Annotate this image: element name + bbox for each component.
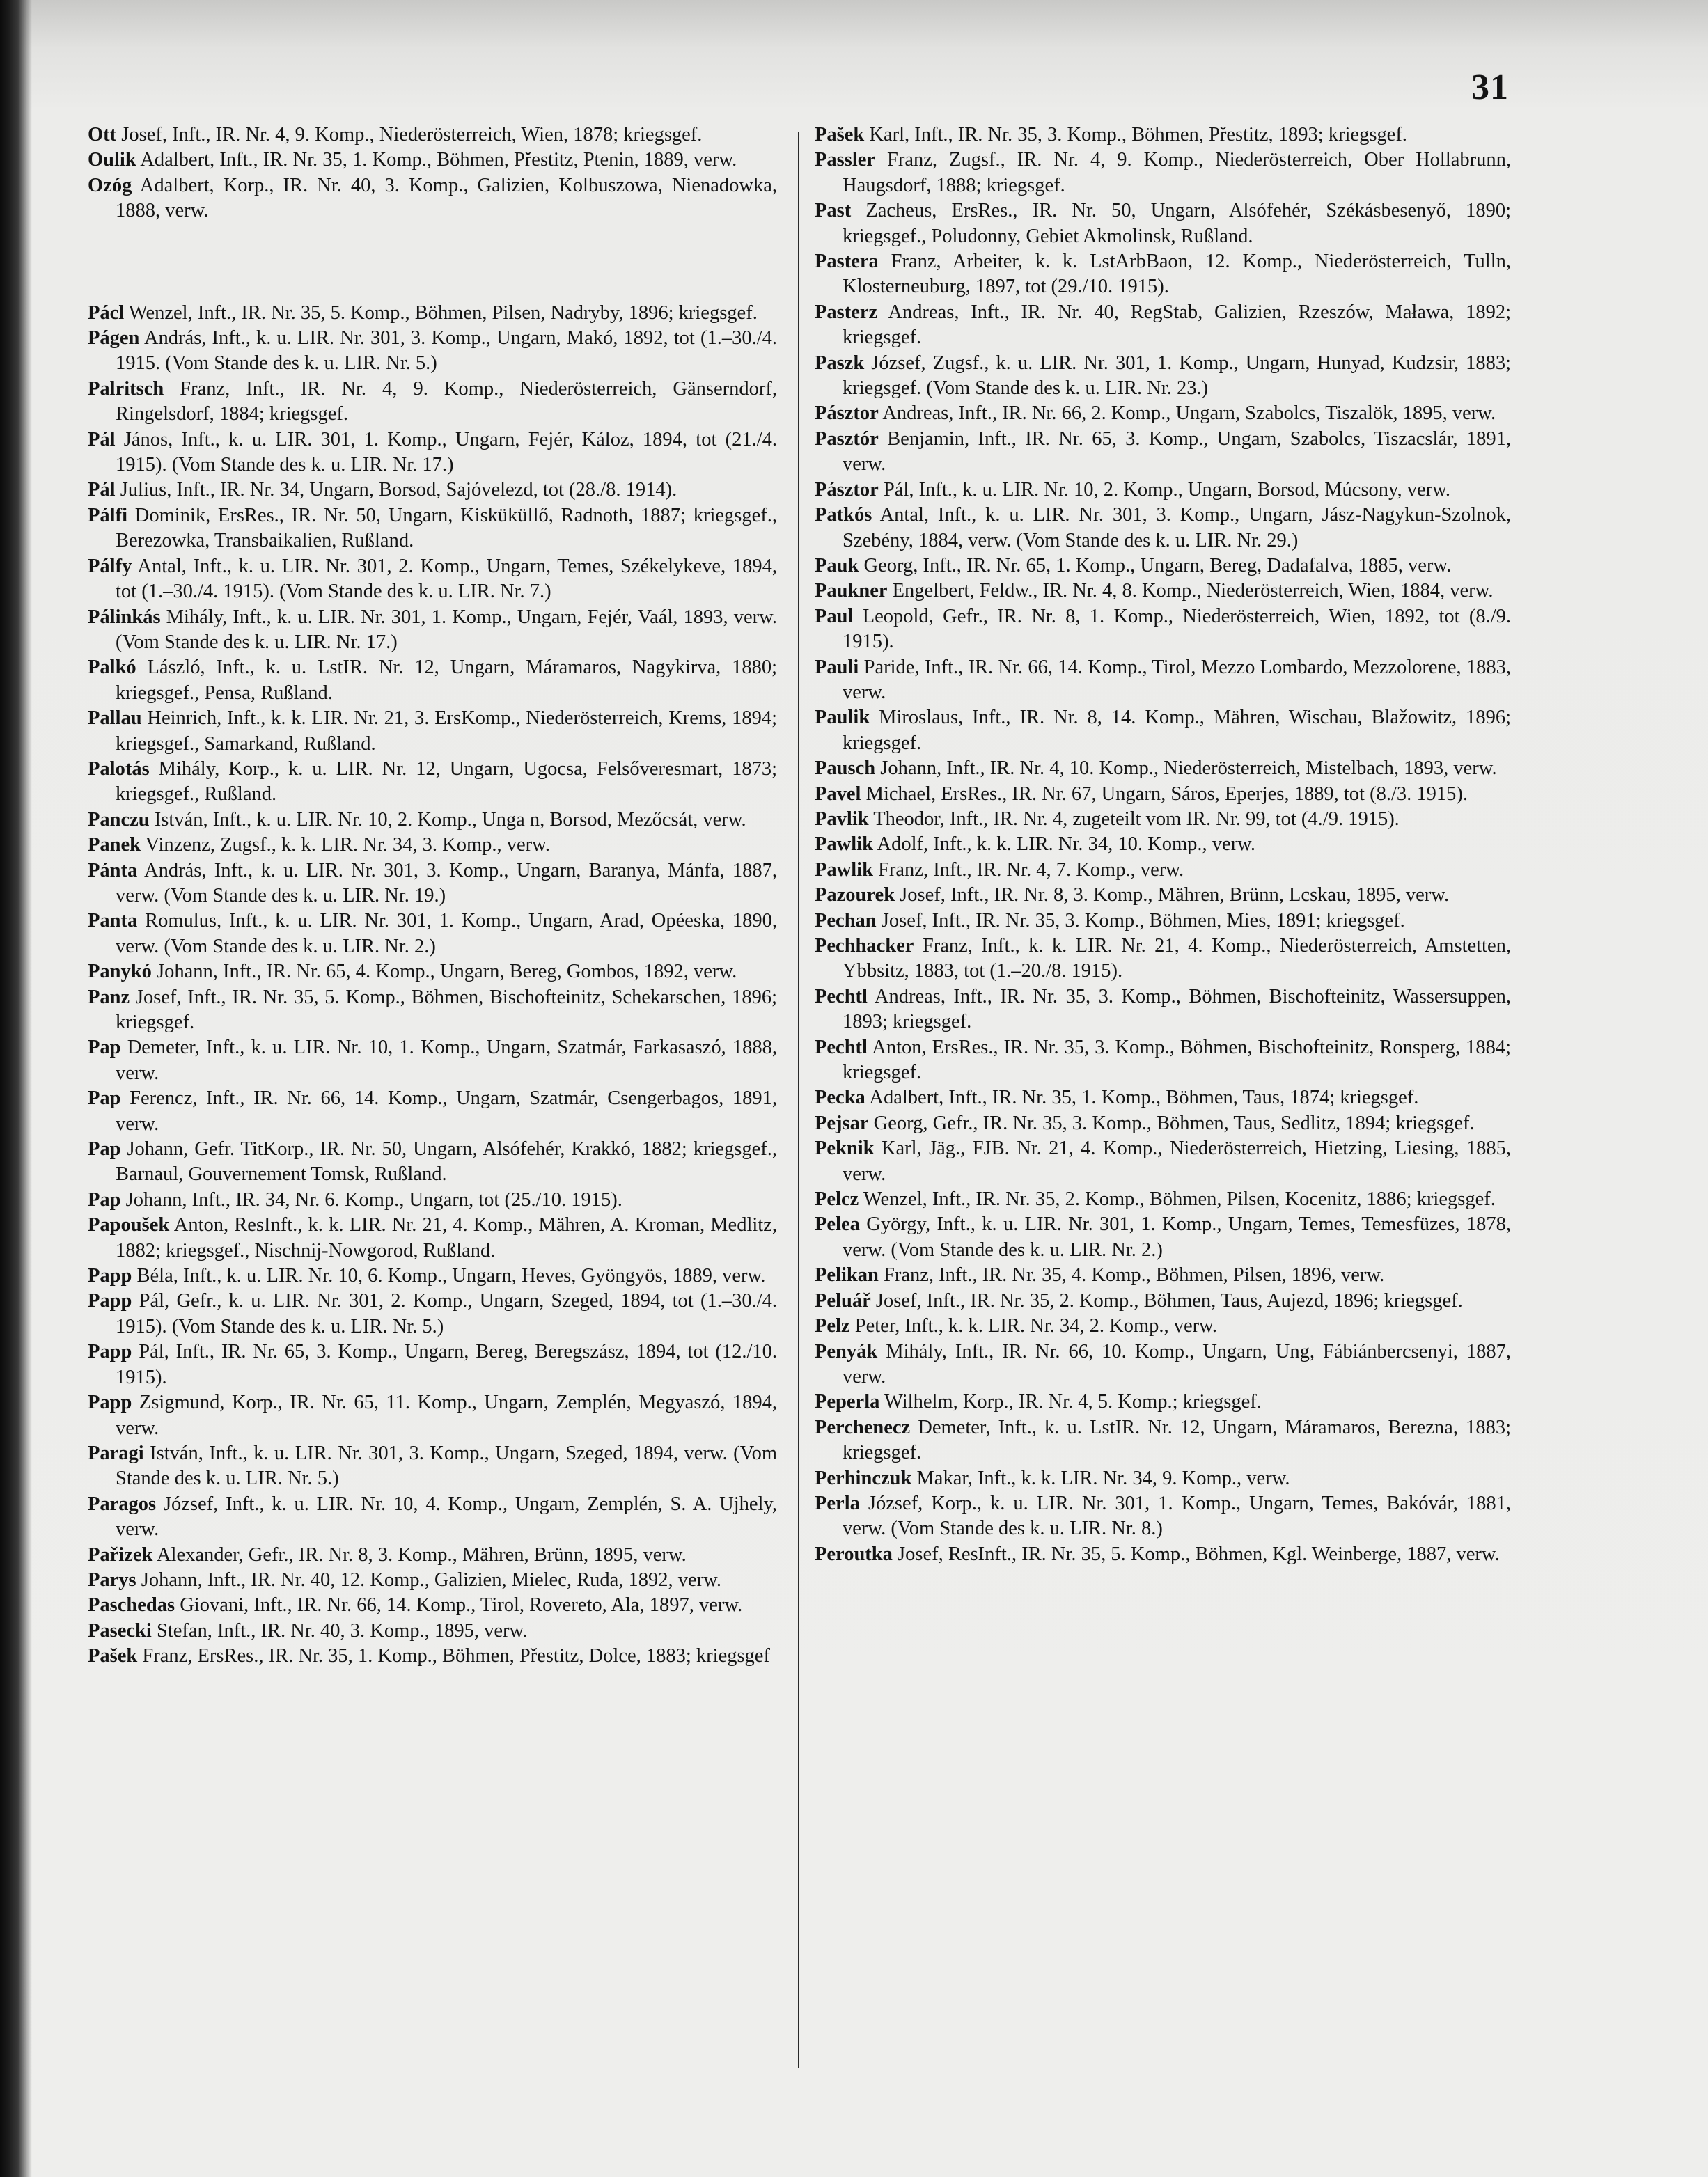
entry-details: Zacheus, ErsRes., IR. Nr. 50, Ungarn, Alsófehér, Székásbesenyő, 1890; kriegsgef., Poludonny, Gebiet Akmolinsk, Rußland. bbox=[843, 200, 1511, 247]
entry-surname: Pecka bbox=[815, 1087, 865, 1109]
entry-surname: Pap bbox=[88, 1037, 121, 1059]
entry-details: Demeter, Inft., k. u. LIR. Nr. 10, 1. Komp., Ungarn, Szatmár, Farkasaszó, 1888, verw. bbox=[116, 1037, 777, 1084]
entry-surname: Pasterz bbox=[815, 301, 878, 323]
entry-details: József, Zugsf., k. u. LIR. Nr. 301, 1. Komp., Ungarn, Hunyad, Kudzsir, 1883; kriegsgef. (Vom Stande des k. u. LIR. Nr. 23.) bbox=[843, 352, 1511, 400]
entry-details: Michael, ErsRes., IR. Nr. 67, Ungarn, Sáros, Eperjes, 1889, tot (8./3. 1915). bbox=[861, 783, 1468, 805]
entry-surname: Panykó bbox=[88, 961, 152, 983]
entry-surname: Panczu bbox=[88, 808, 150, 831]
register-entry bbox=[815, 1542, 1511, 1567]
entry-surname: Perhinczuk bbox=[815, 1467, 912, 1489]
entry-surname: Perchenecz bbox=[815, 1416, 911, 1438]
entry-surname: Pálfy bbox=[88, 555, 132, 577]
entry-details: Josef, Inft., IR. Nr. 4, 9. Komp., Niederösterreich, Wien, 1878; kriegsgef. bbox=[116, 124, 703, 146]
entry-details: Adolf, Inft., k. k. LIR. Nr. 34, 10. Komp., verw. bbox=[872, 833, 1256, 856]
entry-details: Julius, Inft., IR. Nr. 34, Ungarn, Borsod, Sajóvelezd, tot (28./8. 1914). bbox=[115, 479, 677, 501]
entry-surname: Pelz bbox=[815, 1315, 850, 1337]
entry-details: Wilhelm, Korp., IR. Nr. 4, 5. Komp.; kriegsgef. bbox=[879, 1391, 1262, 1413]
entry-details: József, Korp., k. u. LIR. Nr. 301, 1. Komp., Ungarn, Temes, Bakóvár, 1881, verw. (Vom Stande des k. u. LIR. Nr. 8.) bbox=[843, 1492, 1511, 1540]
entry-surname: Pelea bbox=[815, 1213, 860, 1236]
entry-details: Antal, Inft., k. u. LIR. Nr. 301, 2. Komp., Ungarn, Temes, Székelykeve, 1894, tot (1.–30./4. 1915). (Vom Stande des k. u. LIR. Nr. 7.) bbox=[116, 555, 777, 603]
entry-surname: Paschedas bbox=[88, 1594, 175, 1617]
entry-surname: Perla bbox=[815, 1492, 860, 1514]
register-entry bbox=[815, 756, 1511, 781]
entry-surname: Pauk bbox=[815, 554, 859, 576]
entry-details: Vinzenz, Zugsf., k. k. LIR. Nr. 34, 3. Komp., verw. bbox=[141, 834, 551, 856]
entry-surname: Pauli bbox=[815, 656, 859, 678]
register-entry bbox=[815, 782, 1511, 807]
entry-details: Wenzel, Inft., IR. Nr. 35, 5. Komp., Böhmen, Pilsen, Nadryby, 1896; kriegsgef. bbox=[124, 301, 758, 324]
entry-surname: Pazourek bbox=[815, 884, 895, 906]
entry-details: Johann, Inft., IR. Nr. 4, 10. Komp., Niederösterreich, Mistelbach, 1893, verw. bbox=[875, 757, 1497, 780]
register-entry bbox=[815, 401, 1511, 426]
register-entry bbox=[815, 1136, 1511, 1187]
entry-details: Karl, Inft., IR. Nr. 35, 3. Komp., Böhmen, Přestitz, 1893; kriegsgef. bbox=[864, 124, 1407, 146]
entry-surname: Palotás bbox=[88, 757, 150, 780]
entry-surname: Pelikan bbox=[815, 1264, 879, 1287]
entry-details: Josef, Inft., IR. Nr. 35, 3. Komp., Böhmen, Mies, 1891; kriegsgef. bbox=[876, 909, 1405, 932]
register-entry bbox=[88, 909, 777, 959]
register-entry bbox=[88, 858, 777, 909]
register-entry bbox=[88, 326, 777, 377]
register-entry bbox=[815, 503, 1511, 553]
entry-surname: Pelcz bbox=[815, 1188, 859, 1211]
entry-surname: Pavlik bbox=[815, 808, 869, 830]
entry-details: András, Inft., k. u. LIR. Nr. 301, 3. Komp., Ungarn, Makó, 1892, tot (1.–30./4. 1915. (Vom Stande des k. u. LIR. Nr. 5.) bbox=[116, 327, 777, 375]
entry-details: Adalbert, Korp., IR. Nr. 40, 3. Komp., Galizien, Kolbuszowa, Nienadowka, 1888, verw. bbox=[116, 174, 777, 222]
register-entry bbox=[88, 503, 777, 554]
register-entry bbox=[88, 1593, 777, 1618]
entry-details: Mihály, Korp., k. u. LIR. Nr. 12, Ungarn, Ugocsa, Felsőveresmart, 1873; kriegsgef., Rußland. bbox=[116, 757, 777, 805]
entry-details: János, Inft., k. u. LIR. 301, 1. Komp., Ungarn, Fejér, Káloz, 1894, tot (21./4. 1915). (Vom Stande des k. u. LIR. Nr. 17.) bbox=[115, 428, 777, 476]
register-entry bbox=[815, 984, 1511, 1035]
register-entry bbox=[88, 1086, 777, 1137]
entry-surname: Pašek bbox=[88, 1645, 138, 1667]
entry-details: László, Inft., k. u. LstIR. Nr. 12, Ungarn, Máramaros, Nagykirva, 1880; kriegsgef., Pensa, Rußland. bbox=[116, 657, 777, 704]
entry-surname: Pap bbox=[88, 1188, 121, 1211]
entry-details: Franz, Inft., IR. Nr. 4, 9. Komp., Niederösterreich, Gänserndorf, Ringelsdorf, 1884; kriegsgef. bbox=[116, 377, 777, 425]
register-entry bbox=[88, 1390, 777, 1441]
entry-details: Andreas, Inft., IR. Nr. 66, 2. Komp., Ungarn, Szabolcs, Tiszalök, 1895, verw. bbox=[878, 402, 1496, 425]
entry-details: Franz, Inft., IR. Nr. 4, 7. Komp., verw. bbox=[872, 858, 1184, 881]
register-entry bbox=[88, 377, 777, 427]
register-entry bbox=[815, 1085, 1511, 1110]
register-entry bbox=[815, 148, 1511, 198]
entry-surname: Pechan bbox=[815, 909, 877, 932]
register-entry bbox=[815, 934, 1511, 984]
entry-details: István, Inft., k. u. LIR. Nr. 10, 2. Komp., Unga n, Borsod, Mezőcsát, verw. bbox=[149, 808, 746, 831]
register-entry bbox=[88, 478, 777, 503]
register-entry bbox=[815, 1390, 1511, 1415]
register-entry bbox=[88, 1492, 777, 1543]
entry-details: Georg, Inft., IR. Nr. 65, 1. Komp., Ungarn, Bereg, Dadafalva, 1885, verw. bbox=[859, 554, 1452, 576]
entry-details: András, Inft., k. u. LIR. Nr. 301, 3. Komp., Ungarn, Baranya, Mánfa, 1887, verw. (Vom Stande des k. u. LIR. Nr. 19.) bbox=[116, 859, 777, 906]
entry-details: Pál, Gefr., k. u. LIR. Nr. 301, 2. Komp., Ungarn, Szeged, 1894, tot (1.–30./4. 1915). (Vom Stande des k. u. LIR. Nr. 5.) bbox=[116, 1290, 777, 1337]
entry-surname: Pallau bbox=[88, 707, 142, 730]
entry-surname: Pánta bbox=[88, 859, 138, 881]
entry-surname: Paukner bbox=[815, 580, 888, 602]
entry-surname: Pásztor bbox=[815, 478, 879, 501]
register-entry bbox=[88, 1543, 777, 1568]
entry-surname: Paulik bbox=[815, 707, 870, 729]
register-entry bbox=[815, 1289, 1511, 1314]
entry-surname: Pasecki bbox=[88, 1619, 152, 1642]
entry-details: Anton, ResInft., k. k. LIR. Nr. 21, 4. Komp., Mähren, A. Kroman, Medlitz, 1882; kriegsgef., Nischnij-Nowgorod, Rußland. bbox=[116, 1214, 777, 1262]
register-entry bbox=[815, 478, 1511, 503]
entry-surname: Peluář bbox=[815, 1289, 871, 1312]
register-entry bbox=[815, 1212, 1511, 1263]
register-entry bbox=[815, 249, 1511, 300]
register-entry bbox=[88, 605, 777, 656]
entry-details: Johann, Inft., IR. Nr. 40, 12. Komp., Galizien, Mielec, Ruda, 1892, verw. bbox=[136, 1569, 721, 1591]
entry-details: István, Inft., k. u. LIR. Nr. 301, 3. Komp., Ungarn, Szeged, 1894, verw. (Vom Stande des k. u. LIR. Nr. 5.) bbox=[116, 1442, 777, 1490]
register-entry bbox=[815, 427, 1511, 478]
entry-details: József, Inft., k. u. LIR. Nr. 10, 4. Komp., Ungarn, Zemplén, S. A. Ujhely, verw. bbox=[116, 1493, 777, 1541]
register-entry bbox=[815, 198, 1511, 249]
register-entry bbox=[815, 1314, 1511, 1339]
entry-surname: Pál bbox=[88, 428, 116, 450]
right-column bbox=[815, 123, 1511, 1567]
entry-details: Mihály, Inft., k. u. LIR. Nr. 301, 1. Komp., Ungarn, Fejér, Vaál, 1893, verw. (Vom Stande des k. u. LIR. Nr. 17.) bbox=[116, 606, 777, 653]
entry-details: Mihály, Inft., IR. Nr. 66, 10. Komp., Ungarn, Ung, Fábiánbercsenyi, 1887, verw. bbox=[843, 1340, 1511, 1388]
entry-surname: Pechtl bbox=[815, 985, 868, 1007]
entry-surname: Passler bbox=[815, 149, 876, 171]
entry-details: Josef, ResInft., IR. Nr. 35, 5. Komp., Böhmen, Kgl. Weinberge, 1887, verw. bbox=[892, 1543, 1500, 1565]
entry-details: Miroslaus, Inft., IR. Nr. 8, 14. Komp., Mähren, Wischau, Blažowitz, 1896; kriegsgef. bbox=[843, 707, 1511, 754]
section-gap bbox=[88, 224, 777, 301]
entry-details: Pál, Inft., IR. Nr. 65, 3. Komp., Ungarn, Bereg, Beregszász, 1894, tot (12./10. 1915). bbox=[116, 1341, 777, 1388]
entry-details: Andreas, Inft., IR. Nr. 40, RegStab, Galizien, Rzeszów, Maława, 1892; kriegsgef. bbox=[843, 301, 1511, 349]
entry-details: György, Inft., k. u. LIR. Nr. 301, 1. Komp., Ungarn, Temes, Temesfüzes, 1878, verw. (Vom Stande des k. u. LIR. Nr. 2.) bbox=[843, 1213, 1511, 1261]
entry-details: Antal, Inft., k. u. LIR. Nr. 301, 3. Komp., Ungarn, Jász-Nagykun-Szolnok, Szebény, 1884, verw. (Vom Stande des k. u. LIR. Nr. 29.) bbox=[843, 504, 1511, 551]
entry-surname: Pechtl bbox=[815, 1036, 868, 1058]
entry-details: Franz, ErsRes., IR. Nr. 35, 1. Komp., Böhmen, Přestitz, Dolce, 1883; kriegsgef bbox=[137, 1645, 770, 1667]
entry-surname: Paragos bbox=[88, 1493, 157, 1515]
register-entry bbox=[815, 1466, 1511, 1491]
entry-surname: Pálinkás bbox=[88, 606, 161, 628]
entry-surname: Papp bbox=[88, 1290, 132, 1312]
entry-details: Zsigmund, Korp., IR. Nr. 65, 11. Komp., Ungarn, Zemplén, Megyaszó, 1894, verw. bbox=[116, 1392, 777, 1439]
entry-details: Dominik, ErsRes., IR. Nr. 50, Ungarn, Kisküküllő, Radnoth, 1887; kriegsgef., Berezowka, Transbaikalien, Rußland. bbox=[116, 504, 777, 552]
register-entry bbox=[815, 883, 1511, 908]
entry-details: Georg, Gefr., IR. Nr. 35, 3. Komp., Böhmen, Taus, Sedlitz, 1894; kriegsgef. bbox=[868, 1112, 1475, 1134]
register-entry bbox=[88, 148, 777, 173]
entry-surname: Pawlik bbox=[815, 833, 873, 856]
entry-surname: Pap bbox=[88, 1087, 121, 1110]
entry-surname: Patkós bbox=[815, 504, 872, 526]
entry-details: Romulus, Inft., k. u. LIR. Nr. 301, 1. Komp., Ungarn, Arad, Opéeska, 1890, verw. (Vom Stande des k. u. LIR. Nr. 2.) bbox=[116, 910, 777, 957]
register-entry bbox=[88, 655, 777, 706]
entry-details: Wenzel, Inft., IR. Nr. 35, 2. Komp., Böhmen, Pilsen, Kocenitz, 1886; kriegsgef. bbox=[859, 1188, 1496, 1211]
register-entry bbox=[88, 427, 777, 478]
column-divider bbox=[798, 132, 799, 2068]
register-entry bbox=[88, 959, 777, 984]
entry-surname: Pál bbox=[88, 479, 116, 501]
entry-surname: Pařizek bbox=[88, 1543, 153, 1566]
entry-surname: Panek bbox=[88, 834, 141, 856]
entry-surname: Oulik bbox=[88, 149, 136, 171]
register-entry bbox=[815, 123, 1511, 148]
register-entry bbox=[88, 1213, 777, 1264]
register-entry bbox=[88, 1619, 777, 1644]
entry-details: Johann, Inft., IR. Nr. 65, 4. Komp., Ungarn, Bereg, Gombos, 1892, verw. bbox=[151, 961, 737, 983]
entry-surname: Pawlik bbox=[815, 858, 873, 881]
register-entry bbox=[88, 808, 777, 833]
entry-surname: Panta bbox=[88, 910, 138, 932]
register-entry bbox=[88, 123, 777, 148]
entry-details: Pál, Inft., k. u. LIR. Nr. 10, 2. Komp., Ungarn, Borsod, Múcsony, verw. bbox=[878, 478, 1450, 501]
entry-surname: Peknik bbox=[815, 1138, 875, 1160]
entry-details: Peter, Inft., k. k. LIR. Nr. 34, 2. Komp., verw. bbox=[849, 1315, 1217, 1337]
entry-surname: Past bbox=[815, 200, 852, 222]
entry-surname: Papp bbox=[88, 1265, 132, 1287]
entry-surname: Pašek bbox=[815, 124, 865, 146]
entry-surname: Pasztór bbox=[815, 427, 879, 450]
register-entry bbox=[88, 833, 777, 858]
register-entry bbox=[815, 807, 1511, 832]
register-entry bbox=[815, 1491, 1511, 1542]
entry-surname: Pácl bbox=[88, 301, 125, 324]
entry-details: Andreas, Inft., IR. Nr. 35, 3. Komp., Böhmen, Bischofteinitz, Wassersuppen, 1893; kriegsgef. bbox=[843, 985, 1511, 1033]
entry-details: Franz, Arbeiter, k. k. LstArbBaon, 12. Komp., Niederösterreich, Tulln, Klosterneuburg, 1897, tot (29./10. 1915). bbox=[843, 251, 1511, 298]
register-entry bbox=[815, 1035, 1511, 1086]
register-entry bbox=[88, 1264, 777, 1289]
entry-details: Ferencz, Inft., IR. Nr. 66, 14. Komp., Ungarn, Szatmár, Csengerbagos, 1891, verw. bbox=[116, 1087, 777, 1135]
register-entry bbox=[815, 858, 1511, 883]
entry-details: Theodor, Inft., IR. Nr. 4, zugeteilt vom IR. Nr. 99, tot (4./9. 1915). bbox=[868, 808, 1400, 830]
register-entry bbox=[88, 1137, 777, 1188]
entry-details: Benjamin, Inft., IR. Nr. 65, 3. Komp., Ungarn, Szabolcs, Tiszacslár, 1891, verw. bbox=[843, 427, 1511, 476]
entry-details: Heinrich, Inft., k. k. LIR. Nr. 21, 3. ErsKomp., Niederösterreich, Krems, 1894; kriegsgef., Samarkand, Rußland. bbox=[116, 707, 777, 755]
entry-surname: Pap bbox=[88, 1138, 121, 1161]
register-entry bbox=[815, 351, 1511, 402]
book-binding-edge bbox=[0, 0, 32, 2177]
entry-surname: Panz bbox=[88, 986, 130, 1008]
entry-details: Makar, Inft., k. k. LIR. Nr. 34, 9. Komp., verw. bbox=[911, 1467, 1290, 1489]
register-entry bbox=[815, 832, 1511, 857]
entry-details: Stefan, Inft., IR. Nr. 40, 3. Komp., 1895, verw. bbox=[151, 1619, 528, 1642]
register-entry bbox=[88, 1441, 777, 1492]
entry-details: Demeter, Inft., k. u. LstIR. Nr. 12, Ungarn, Máramaros, Berezna, 1883; kriegsgef. bbox=[843, 1416, 1511, 1464]
entry-surname: Pejsar bbox=[815, 1112, 869, 1134]
register-entry bbox=[88, 1644, 777, 1669]
entry-surname: Ozóg bbox=[88, 174, 132, 196]
register-entry bbox=[815, 1339, 1511, 1390]
register-entry bbox=[88, 1289, 777, 1339]
register-entry bbox=[88, 706, 777, 757]
register-entry bbox=[815, 300, 1511, 351]
register-entry bbox=[815, 1415, 1511, 1466]
entry-surname: Págen bbox=[88, 327, 140, 349]
entry-surname: Peperla bbox=[815, 1391, 880, 1413]
register-entry bbox=[815, 553, 1511, 579]
entry-surname: Pechhacker bbox=[815, 935, 914, 957]
entry-surname: Pavel bbox=[815, 783, 861, 805]
entry-details: Engelbert, Feldw., IR. Nr. 4, 8. Komp., Niederösterreich, Wien, 1884, verw. bbox=[887, 580, 1494, 602]
entry-details: Josef, Inft., IR. Nr. 8, 3. Komp., Mähren, Brünn, Lcskau, 1895, verw. bbox=[895, 884, 1450, 906]
entry-details: Karl, Jäg., FJB. Nr. 21, 4. Komp., Niederösterreich, Hietzing, Liesing, 1885, verw. bbox=[843, 1138, 1511, 1185]
register-entry bbox=[815, 604, 1511, 655]
entry-surname: Pásztor bbox=[815, 402, 879, 425]
entry-details: Johann, Gefr. TitKorp., IR. Nr. 50, Ungarn, Alsófehér, Krakkó, 1882; kriegsgef., Barnaul, Gouvernement Tomsk, Rußland. bbox=[116, 1138, 777, 1186]
entry-details: Franz, Inft., IR. Nr. 35, 4. Komp., Böhmen, Pilsen, 1896, verw. bbox=[878, 1264, 1385, 1287]
register-entry bbox=[815, 579, 1511, 604]
register-entry bbox=[88, 1339, 777, 1390]
register-entry bbox=[815, 1263, 1511, 1288]
register-entry bbox=[88, 1188, 777, 1213]
entry-details: Franz, Zugsf., IR. Nr. 4, 9. Komp., Niederösterreich, Ober Hollabrunn, Haugsdorf, 1888; kriegsgef. bbox=[843, 149, 1511, 196]
register-entry bbox=[88, 1568, 777, 1593]
left-column bbox=[88, 123, 777, 1669]
entry-details: Johann, Inft., IR. 34, Nr. 6. Komp., Ungarn, tot (25./10. 1915). bbox=[120, 1188, 622, 1211]
entry-surname: Palritsch bbox=[88, 377, 164, 400]
entry-details: Alexander, Gefr., IR. Nr. 8, 3. Komp., Mähren, Brünn, 1895, verw. bbox=[152, 1543, 687, 1566]
register-entry bbox=[88, 173, 777, 224]
entry-details: Franz, Inft., k. k. LIR. Nr. 21, 4. Komp., Niederösterreich, Amstetten, Ybbsitz, 1883, tot (1.–20./8. 1915). bbox=[843, 935, 1511, 982]
entry-details: Leopold, Gefr., IR. Nr. 8, 1. Komp., Niederösterreich, Wien, 1892, tot (8./9. 1915). bbox=[843, 605, 1511, 653]
entry-surname: Pausch bbox=[815, 757, 876, 780]
register-entry bbox=[815, 705, 1511, 756]
entry-details: Béla, Inft., k. u. LIR. Nr. 10, 6. Komp., Ungarn, Heves, Gyöngyös, 1889, verw. bbox=[132, 1265, 766, 1287]
entry-surname: Papp bbox=[88, 1392, 132, 1414]
entry-surname: Paragi bbox=[88, 1442, 144, 1464]
entry-details: Anton, ErsRes., IR. Nr. 35, 3. Komp., Böhmen, Bischofteinitz, Ronsperg, 1884; kriegsgef. bbox=[843, 1036, 1511, 1084]
register-entry bbox=[815, 655, 1511, 706]
entry-details: Giovani, Inft., IR. Nr. 66, 14. Komp., Tirol, Rovereto, Ala, 1897, verw. bbox=[175, 1594, 743, 1617]
entry-details: Josef, Inft., IR. Nr. 35, 2. Komp., Böhmen, Taus, Aujezd, 1896; kriegsgef. bbox=[870, 1289, 1463, 1312]
register-entry bbox=[815, 1111, 1511, 1136]
register-entry bbox=[88, 757, 777, 808]
entry-surname: Papp bbox=[88, 1341, 132, 1363]
entry-surname: Parys bbox=[88, 1569, 136, 1591]
register-entry bbox=[815, 1187, 1511, 1212]
entry-surname: Pastera bbox=[815, 251, 879, 273]
register-entry bbox=[815, 909, 1511, 934]
entry-surname: Pálfi bbox=[88, 504, 127, 526]
entry-surname: Papoušek bbox=[88, 1214, 170, 1236]
register-entry bbox=[88, 985, 777, 1036]
entry-surname: Paul bbox=[815, 605, 854, 627]
entry-details: Paride, Inft., IR. Nr. 66, 14. Komp., Tirol, Mezzo Lombardo, Mezzolorene, 1883, verw. bbox=[843, 656, 1511, 703]
register-entry bbox=[88, 1035, 777, 1086]
entry-surname: Palkó bbox=[88, 657, 136, 679]
register-entry bbox=[88, 301, 777, 326]
entry-surname: Ott bbox=[88, 124, 117, 146]
entry-details: Adalbert, Inft., IR. Nr. 35, 1. Komp., Böhmen, Přestitz, Ptenin, 1889, verw. bbox=[136, 149, 737, 171]
entry-details: Adalbert, Inft., IR. Nr. 35, 1. Komp., Böhmen, Taus, 1874; kriegsgef. bbox=[865, 1087, 1419, 1109]
register-entry bbox=[88, 554, 777, 605]
entry-details: Josef, Inft., IR. Nr. 35, 5. Komp., Böhmen, Bischofteinitz, Schekarschen, 1896; kriegsgef. bbox=[116, 986, 777, 1033]
entry-surname: Paszk bbox=[815, 352, 865, 374]
entry-surname: Penyák bbox=[815, 1340, 878, 1362]
entry-surname: Peroutka bbox=[815, 1543, 893, 1565]
page-number: 31 bbox=[1471, 68, 1509, 107]
